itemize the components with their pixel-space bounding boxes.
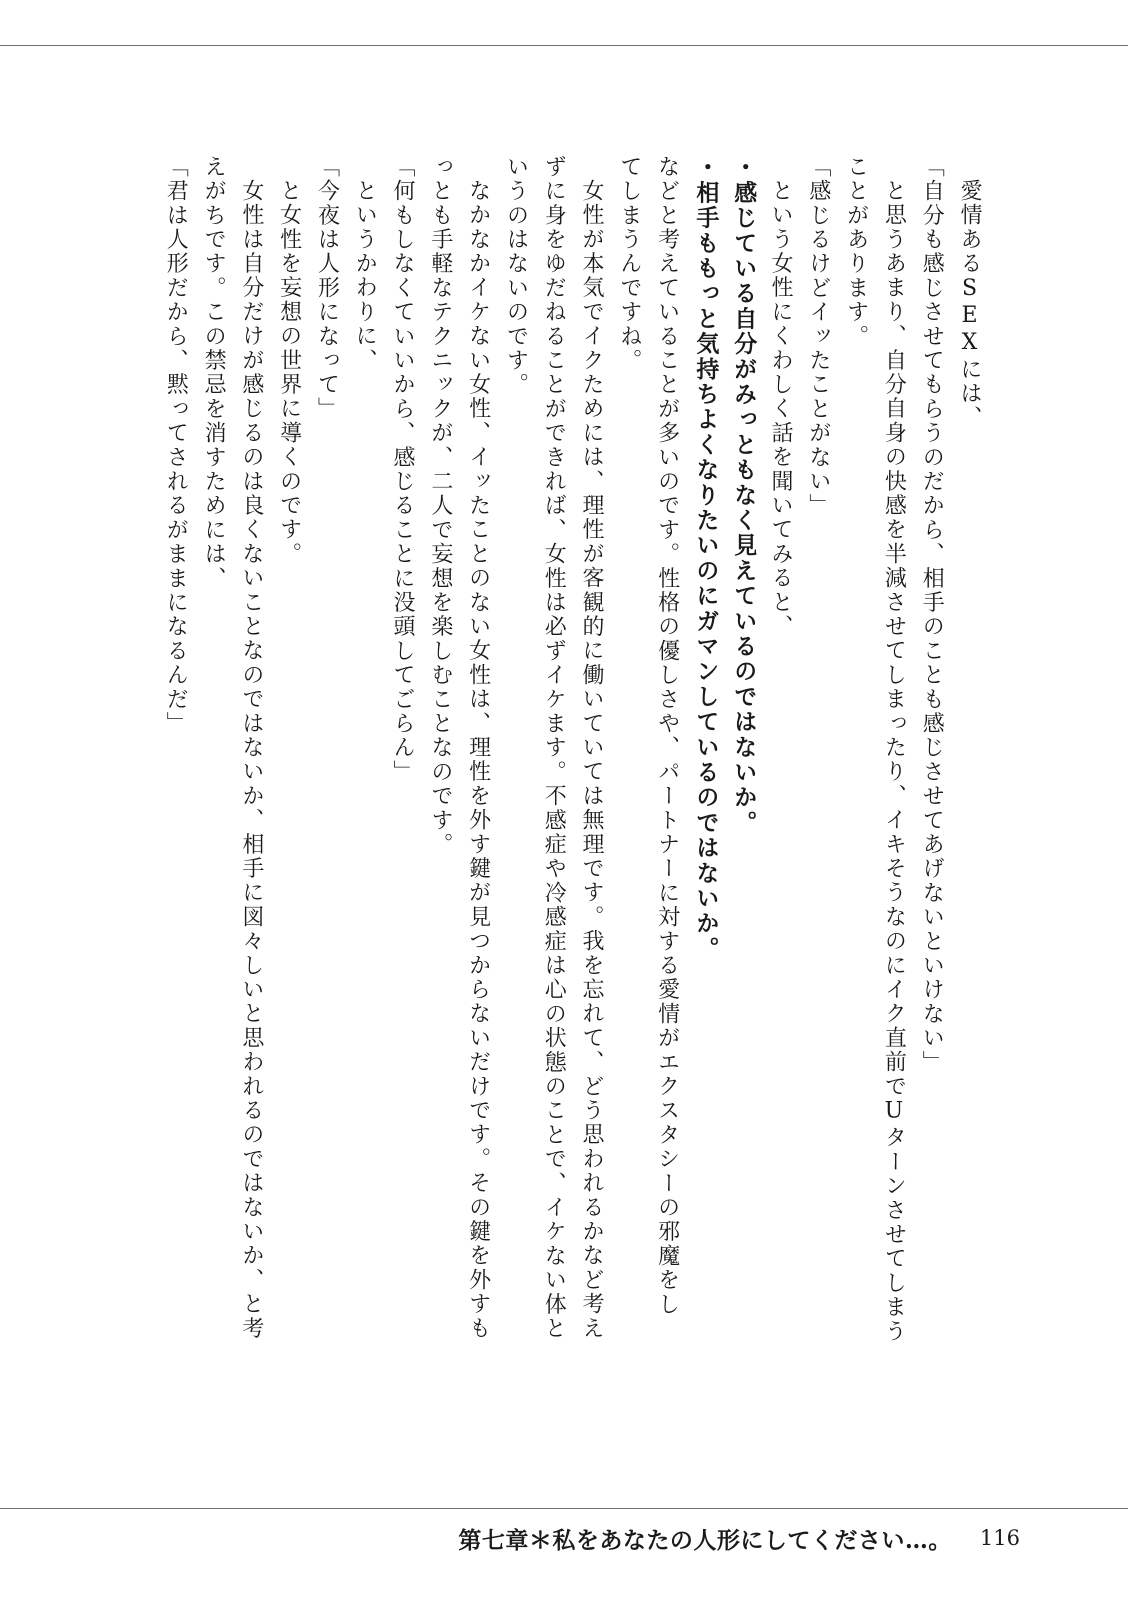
text-line: 女性は自分だけが感じるのは良くないことなのではないか、相手に図々しいと思われるのではないか、と考 — [238, 179, 264, 1341]
text-line: ずに身をゆだねることができれば、女性は必ずイケます。不感症や冷感症は心の状態のことで、イケない体と — [541, 155, 567, 1341]
text-line: と思うあまり、自分自身の快感を半減させてしまったり、イキそうなのにイク直前でUターンさせてしまう — [881, 179, 907, 1344]
text-line: てしまうんですね。 — [616, 155, 642, 373]
top-rule — [0, 45, 1128, 46]
text-line: という女性にくわしく話を聞いてみると、 — [768, 179, 794, 639]
text-line: と女性を妄想の世界に導くのです。 — [276, 179, 302, 567]
text-line: 「今夜は人形になって」 — [314, 155, 340, 422]
text-line: 愛情あるSEXには、 — [957, 179, 982, 430]
text-line: っとも手軽なテクニックが、二人で妄想を楽しむことなのです。 — [427, 155, 453, 857]
text-line: いうのはないのです。 — [503, 155, 529, 397]
bottom-rule — [0, 1508, 1128, 1509]
text-line: 「感じるけどイッたことがない」 — [805, 155, 831, 518]
chapter-title: 第七章＊私をあなたの人形にしてください…。 — [458, 1526, 952, 1554]
text-line: 女性が本気でイクためには、理性が客観的に働いていては無理です。我を忘れて、どう思われるかなど考え — [579, 179, 605, 1341]
text-line: 「自分も感じさせてもらうのだから、相手のことも感じさせてあげないといけない」 — [919, 155, 945, 1075]
bullet-item: ・感じている自分がみっともなく見えているのではないか。 — [730, 155, 757, 836]
page-footer — [458, 1520, 1020, 1556]
text-line: 「何もしなくていいから、感じることに没頭してごらん」 — [390, 155, 416, 785]
text-line: ことがあります。 — [843, 155, 869, 349]
text-line: というかわりに、 — [352, 179, 378, 373]
page-number: 116 — [979, 1526, 1020, 1550]
body-text — [156, 155, 988, 1344]
text-line: 「君は人形だから、黙ってされるがままになるんだ」 — [163, 155, 189, 736]
text-line: なかなかイケない女性、イッたことのない女性は、理性を外す鍵が見つからないだけです。その鍵を外すも — [465, 179, 491, 1341]
text-line: えがちです。この禁忌を消すためには、 — [201, 155, 227, 591]
text-line: などと考えていることが多いのです。性格の優しさや、パートナーに対する愛情がエクスタシーの邪魔をし — [654, 155, 680, 1317]
bullet-item: ・相手ももっと気持ちよくなりたいのにガマンしているのではないか。 — [692, 155, 719, 962]
